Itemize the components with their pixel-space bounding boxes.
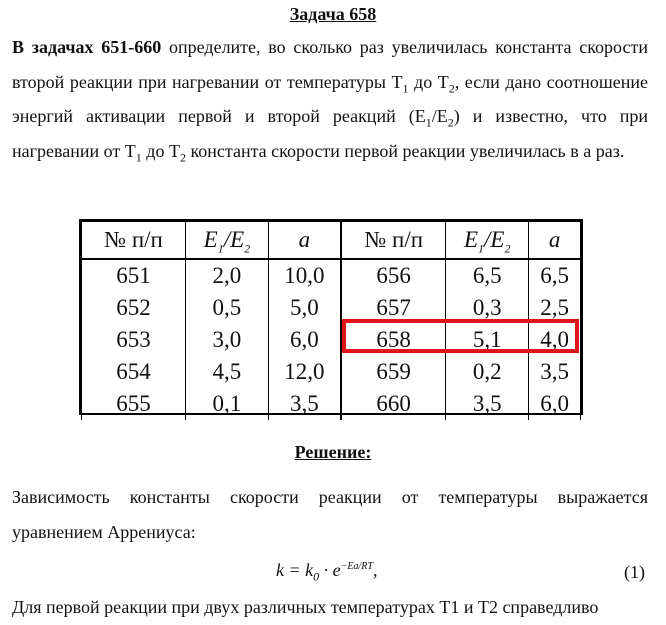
- table-cell: 2,0: [186, 259, 269, 292]
- table-cell: 0,5: [186, 292, 269, 324]
- table-cell: 6,5: [446, 259, 529, 292]
- table-cell: 657: [341, 292, 446, 324]
- table-cell: 3,5: [446, 388, 529, 420]
- table-cell: 4,5: [186, 356, 269, 388]
- header-energy-ratio: $E_1/E_2$: [186, 222, 269, 260]
- problem-statement: В задачах 651-660 определите, во сколько раз увеличилась константа скорости второй реакции при нагревании от температуры $T_1$ до $T_2$, если дано соотношение энергий активации первой и второй реакций $(E_1/E_2)$ и известно, что при нагревании от $T_1$ до $T_2$ константа скорости первой реакции увеличилась в a раз.: [12, 37, 648, 165]
- header-a: a: [268, 222, 341, 260]
- table-cell: 658: [341, 324, 446, 356]
- solution-heading: Решение:: [294, 442, 372, 462]
- table-cell: 653: [82, 324, 186, 356]
- table-cell: 2,5: [529, 292, 581, 324]
- table-cell: 0,2: [446, 356, 529, 388]
- table-cell: 3,5: [529, 356, 581, 388]
- solution-next-text: Для первой реакции при двух различных температурах T1 и T2 справедливо: [12, 597, 599, 617]
- table-cell: 5,0: [268, 292, 341, 324]
- table-cell: 654: [82, 356, 186, 388]
- table-cell: 3,0: [186, 324, 269, 356]
- table-row: [82, 356, 581, 388]
- table-cell: 10,0: [268, 259, 341, 292]
- header-energy-ratio: $E_1/E_2$: [446, 222, 529, 260]
- table-cell: 3,5: [268, 388, 341, 420]
- table-header-row: [82, 222, 581, 260]
- table-cell: 12,0: [268, 356, 341, 388]
- equation-number: (1): [624, 562, 645, 582]
- table-cell: 6,0: [529, 388, 581, 420]
- header-a: a: [529, 222, 581, 260]
- arrhenius-formula: $k = k_0 \cdot e^{-Ea/RT}$,: [276, 560, 378, 584]
- table-cell: 6,5: [529, 259, 581, 292]
- problem-lead: В задачах 651-660: [12, 37, 162, 57]
- table-row: [82, 388, 581, 420]
- table-row: [82, 259, 581, 292]
- table-cell: 656: [341, 259, 446, 292]
- table-cell: 0,3: [446, 292, 529, 324]
- table-cell: 4,0: [529, 324, 581, 356]
- header-number: № п/п: [82, 222, 186, 260]
- table-cell: 655: [82, 388, 186, 420]
- data-table: [79, 219, 583, 415]
- table-cell: 651: [82, 259, 186, 292]
- problem-title: Задача 658: [289, 4, 377, 24]
- table-cell: 0,1: [186, 388, 269, 420]
- table-cell: 5,1: [446, 324, 529, 356]
- table-cell: 660: [341, 388, 446, 420]
- table-cell: 659: [341, 356, 446, 388]
- solution-text: Зависимость константы скорости реакции от температуры выражается уравнением Аррениуса:: [12, 487, 648, 542]
- table-cell: 6,0: [268, 324, 341, 356]
- header-number: № п/п: [341, 222, 446, 260]
- highlight-box-row-658: [342, 319, 579, 353]
- table-cell: 652: [82, 292, 186, 324]
